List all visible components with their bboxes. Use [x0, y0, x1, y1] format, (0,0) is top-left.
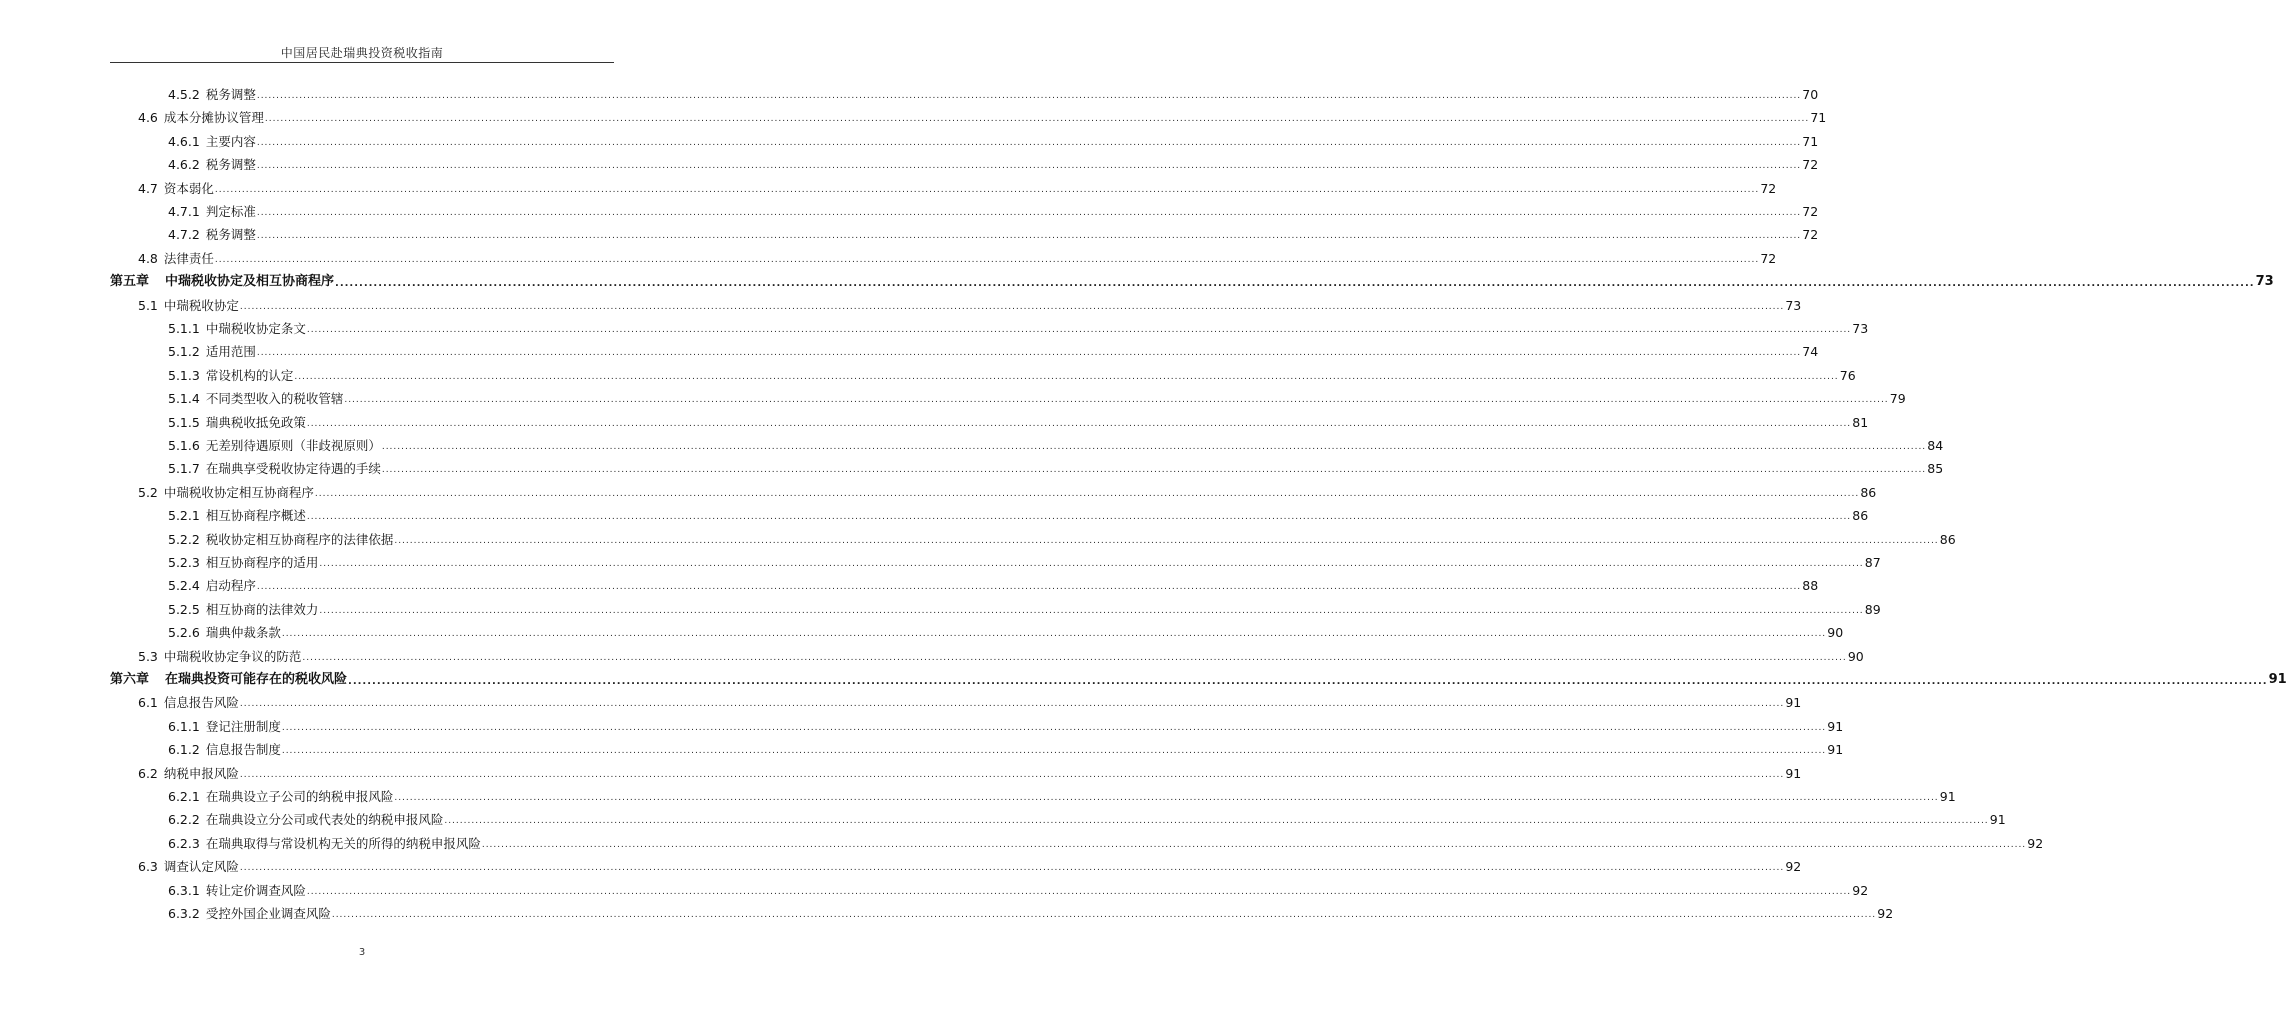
toc-entry-title: 税收协定相互协商程序的法律依据 [205, 531, 394, 547]
toc-leader-dots: ................................................................................................................................................................................................................................................................................................................................................................................................................ [294, 371, 1839, 382]
toc-leader-dots: ................................................................................................................................................................................................................................................................................................................................................................................................................ [256, 231, 1802, 242]
toc-entry-title: 常设机构的认定 [205, 367, 294, 383]
toc-entry-number: 4.7 [138, 180, 158, 196]
toc-entry-number: 6.1 [138, 695, 158, 711]
toc-entry-page: 91 [1785, 765, 1802, 781]
page-number: 3 [358, 947, 366, 958]
toc-entry-page: 73 [2255, 274, 2274, 290]
toc-leader-dots: ................................................................................................................................................................................................................................................................................................................................................................................................................ [331, 910, 1877, 920]
toc-entry[interactable] [168, 342, 1819, 362]
toc-entry-page: 72 [1760, 180, 1777, 196]
toc-entry-page: 90 [1847, 648, 1864, 664]
toc-entry-page: 92 [1785, 859, 1802, 875]
toc-entry[interactable] [168, 787, 1956, 807]
toc-entry-title: 中瑞税收协定及相互协商程序 [165, 274, 335, 290]
toc-entry-number: 4.6.1 [168, 133, 200, 149]
toc-leader-dots: ................................................................................................................................................................................................................................................................................................................................................................................................................ [256, 348, 1802, 359]
toc-entry-number: 5.1.3 [168, 367, 200, 383]
toc-leader-dots: ................................................................................................................................................................................................................................................................................................................................................................................................................ [481, 839, 2027, 850]
toc-entry[interactable] [168, 389, 1906, 409]
toc-entry-page: 72 [1760, 250, 1777, 266]
toc-leader-dots: ................................................................................................................................................................................................................................................................................................................................................................................................................ [256, 161, 1802, 172]
toc-entry-number: 6.3.2 [168, 906, 200, 921]
toc-entry-title: 中瑞税收协定相互协商程序 [163, 484, 314, 500]
toc-entry-title: 受控外国企业调查风险 [205, 906, 331, 921]
toc-entry-number: 第六章 [110, 672, 150, 687]
toc-entry[interactable] [138, 179, 1777, 199]
toc-leader-dots: ................................................................................................................................................................................................................................................................................................................................................................................................................ [256, 137, 1802, 148]
toc-entry-number: 6.2.1 [168, 789, 200, 804]
header-rule [110, 62, 614, 63]
toc-entry[interactable] [138, 108, 1827, 128]
toc-entry-number: 4.8 [138, 250, 158, 266]
toc-entry-title: 登记注册制度 [205, 718, 281, 734]
toc-entry-title: 转让定价调查风险 [205, 882, 306, 898]
toc-entry[interactable] [168, 459, 1944, 479]
toc-entry[interactable] [138, 693, 1802, 713]
toc-entry[interactable] [168, 553, 1881, 573]
toc-entry-title: 主要内容 [205, 133, 256, 149]
toc-entry-page: 79 [1889, 391, 1906, 407]
toc-entry-number: 6.2.3 [168, 835, 200, 851]
toc-leader-dots: ................................................................................................................................................................................................................................................................................................................................................................................................................ [319, 559, 1864, 569]
toc-entry[interactable] [168, 717, 1844, 737]
toc-entry-page: 91 [1827, 742, 1844, 758]
toc-entry-page: 81 [1852, 414, 1869, 430]
toc-entry[interactable] [138, 249, 1777, 269]
toc-entry-number: 6.2 [138, 765, 158, 781]
toc-entry-number: 4.7.2 [168, 227, 200, 243]
toc-entry-number: 5.1.6 [168, 438, 200, 453]
toc-leader-dots: ................................................................................................................................................................................................................................................................................................................................................................................................................ [348, 676, 2268, 687]
toc-entry-number: 5.1 [138, 297, 158, 313]
toc-entry-page: 91 [1785, 695, 1802, 711]
toc-entry-page: 72 [1802, 227, 1819, 243]
toc-entry-number: 4.5.2 [168, 87, 200, 102]
toc-leader-dots: ................................................................................................................................................................................................................................................................................................................................................................................................................ [281, 746, 1827, 757]
toc-entry[interactable] [168, 155, 1819, 175]
toc-entry-page: 86 [1939, 531, 1956, 547]
toc-entry[interactable] [168, 413, 1869, 433]
toc-entry-title: 纳税申报风险 [163, 765, 239, 781]
toc-entry[interactable] [168, 132, 1819, 152]
toc-entry-number: 5.1.2 [168, 344, 200, 360]
toc-leader-dots: ................................................................................................................................................................................................................................................................................................................................................................................................................ [444, 816, 1989, 827]
toc-entry-title: 中瑞税收协定争议的防范 [163, 648, 302, 664]
toc-entry-number: 5.1.5 [168, 414, 200, 430]
toc-leader-dots: ................................................................................................................................................................................................................................................................................................................................................................................................................ [394, 793, 1939, 803]
toc-entry[interactable] [168, 436, 1944, 456]
toc-entry-number: 5.1.4 [168, 391, 200, 407]
toc-leader-dots: ................................................................................................................................................................................................................................................................................................................................................................................................................ [256, 208, 1802, 218]
toc-entry-page: 91 [1989, 812, 2006, 828]
toc-entry[interactable] [168, 834, 2044, 854]
toc-entry-title: 在瑞典取得与常设机构无关的所得的纳税申报风险 [205, 835, 481, 851]
toc-entry[interactable] [168, 506, 1869, 526]
toc-entry-number: 5.3 [138, 648, 158, 664]
toc-leader-dots: ................................................................................................................................................................................................................................................................................................................................................................................................................ [306, 512, 1852, 523]
toc-leader-dots: ................................................................................................................................................................................................................................................................................................................................................................................................................ [319, 605, 1864, 616]
toc-entry-page: 73 [1852, 321, 1869, 336]
toc-entry[interactable] [168, 225, 1819, 245]
toc-entry-page: 90 [1827, 625, 1844, 641]
toc-entry-title: 相互协商程序概述 [205, 508, 306, 524]
toc-leader-dots: ................................................................................................................................................................................................................................................................................................................................................................................................................ [306, 886, 1852, 897]
toc-leader-dots: ................................................................................................................................................................................................................................................................................................................................................................................................................ [302, 652, 1847, 663]
toc-entry-page: 89 [1864, 601, 1881, 617]
toc-entry-title: 瑞典仲裁条款 [205, 625, 281, 641]
toc-entry-title: 在瑞典投资可能存在的税收风险 [165, 672, 348, 687]
toc-entry-number: 5.2.5 [168, 601, 200, 617]
toc-entry-title: 启动程序 [205, 578, 256, 594]
toc-leader-dots: ................................................................................................................................................................................................................................................................................................................................................................................................................ [394, 535, 1939, 546]
toc-entry-page: 92 [1852, 882, 1869, 898]
toc-leader-dots: ................................................................................................................................................................................................................................................................................................................................................................................................................ [256, 582, 1802, 593]
toc-chapter-entry[interactable] [110, 670, 2287, 690]
toc-leader-dots: ................................................................................................................................................................................................................................................................................................................................................................................................................ [281, 722, 1827, 733]
toc-entry-page: 71 [1802, 133, 1819, 149]
toc-leader-dots: ................................................................................................................................................................................................................................................................................................................................................................................................................ [381, 442, 1927, 452]
toc-entry[interactable] [168, 530, 1956, 550]
toc-leader-dots: ................................................................................................................................................................................................................................................................................................................................................................................................................ [306, 325, 1852, 335]
toc-entry[interactable] [168, 319, 1869, 339]
toc-entry[interactable] [168, 904, 1894, 924]
toc-leader-dots: ................................................................................................................................................................................................................................................................................................................................................................................................................ [344, 395, 1889, 406]
toc-entry[interactable] [168, 202, 1819, 222]
toc-entry-title: 中瑞税收协定 [163, 297, 239, 313]
toc-leader-dots: ................................................................................................................................................................................................................................................................................................................................................................................................................ [264, 114, 1810, 125]
toc-entry-title: 无差别待遇原则（非歧视原则） [205, 438, 381, 453]
toc-entry-title: 法律责任 [163, 250, 214, 266]
toc-entry-title: 税务调整 [205, 227, 256, 243]
toc-entry-page: 70 [1802, 87, 1819, 102]
toc-entry-page: 88 [1802, 578, 1819, 594]
toc-entry[interactable] [168, 600, 1881, 620]
toc-entry-number: 4.7.1 [168, 204, 200, 219]
toc-entry[interactable] [168, 366, 1856, 386]
toc-entry[interactable] [138, 483, 1877, 503]
toc-entry-title: 调查认定风险 [163, 859, 239, 875]
toc-leader-dots: ................................................................................................................................................................................................................................................................................................................................................................................................................ [214, 184, 1760, 195]
toc-entry-number: 5.1.1 [168, 321, 200, 336]
toc-leader-dots: ................................................................................................................................................................................................................................................................................................................................................................................................................ [335, 278, 2255, 290]
toc-entry-number: 6.3 [138, 859, 158, 875]
toc-entry-page: 76 [1839, 367, 1856, 383]
toc-chapter-entry[interactable] [110, 272, 2274, 292]
toc-entry-number: 5.2.6 [168, 625, 200, 641]
toc-leader-dots: ................................................................................................................................................................................................................................................................................................................................................................................................................ [214, 254, 1760, 265]
toc-entry-page: 74 [1802, 344, 1819, 360]
toc-entry-title: 资本弱化 [163, 180, 214, 196]
toc-entry[interactable] [168, 85, 1819, 105]
toc-entry[interactable] [138, 764, 1802, 784]
toc-entry-title: 不同类型收入的税收管辖 [205, 391, 344, 407]
toc-entry-title: 瑞典税收抵免政策 [205, 414, 306, 430]
toc-entry-title: 税务调整 [205, 157, 256, 173]
toc-entry-number: 5.2.1 [168, 508, 200, 524]
toc-entry[interactable] [168, 623, 1844, 643]
toc-leader-dots: ................................................................................................................................................................................................................................................................................................................................................................................................................ [306, 418, 1852, 429]
toc-entry-title: 相互协商的法律效力 [205, 601, 319, 617]
toc-entry-page: 72 [1802, 204, 1819, 219]
toc-entry-title: 在瑞典享受税收协定待遇的手续 [205, 461, 381, 477]
toc-entry[interactable] [138, 857, 1802, 877]
toc-entry-title: 成本分摊协议管理 [163, 110, 264, 126]
toc-entry-page: 84 [1927, 438, 1944, 453]
toc-entry-page: 92 [2027, 835, 2044, 851]
toc-entry-page: 86 [1860, 484, 1877, 500]
toc-entry[interactable] [168, 576, 1819, 596]
toc-entry-number: 5.2 [138, 484, 158, 500]
toc-entry-number: 6.2.2 [168, 812, 200, 828]
toc-entry[interactable] [138, 647, 1864, 667]
toc-entry-number: 5.2.4 [168, 578, 200, 594]
toc-leader-dots: ................................................................................................................................................................................................................................................................................................................................................................................................................ [239, 699, 1785, 710]
toc-entry-page: 73 [1785, 297, 1802, 313]
toc-entry-page: 86 [1852, 508, 1869, 524]
toc-entry[interactable] [168, 740, 1844, 760]
page-header-title: 中国居民赴瑞典投资税收指南 [280, 46, 444, 60]
toc-leader-dots: ................................................................................................................................................................................................................................................................................................................................................................................................................ [381, 465, 1927, 476]
toc-leader-dots: ................................................................................................................................................................................................................................................................................................................................................................................................................ [281, 629, 1827, 640]
toc-entry[interactable] [168, 881, 1869, 901]
toc-entry-title: 中瑞税收协定条文 [205, 321, 306, 336]
toc-entry[interactable] [168, 810, 2006, 830]
toc-entry-title: 信息报告制度 [205, 742, 281, 758]
toc-entry-page: 91 [1939, 789, 1956, 804]
toc-entry-title: 税务调整 [205, 87, 256, 102]
toc-leader-dots: ................................................................................................................................................................................................................................................................................................................................................................................................................ [314, 488, 1860, 499]
toc-entry-page: 87 [1864, 555, 1881, 570]
toc-entry[interactable] [138, 296, 1802, 316]
toc-entry-number: 5.2.3 [168, 555, 200, 570]
toc-entry-title: 判定标准 [205, 204, 256, 219]
toc-leader-dots: ................................................................................................................................................................................................................................................................................................................................................................................................................ [239, 769, 1785, 780]
toc-entry-number: 6.1.1 [168, 718, 200, 734]
toc-entry-title: 在瑞典设立子公司的纳税申报风险 [205, 789, 394, 804]
toc-entry-title: 适用范围 [205, 344, 256, 360]
toc-entry-number: 4.6.2 [168, 157, 200, 173]
toc-entry-number: 6.3.1 [168, 882, 200, 898]
toc-entry-number: 5.2.2 [168, 531, 200, 547]
toc-entry-number: 4.6 [138, 110, 158, 126]
toc-entry-page: 72 [1802, 157, 1819, 173]
toc-entry-page: 92 [1877, 906, 1894, 921]
toc-leader-dots: ................................................................................................................................................................................................................................................................................................................................................................................................................ [239, 863, 1785, 874]
toc-entry-page: 91 [1827, 718, 1844, 734]
toc-entry-page: 91 [2268, 672, 2287, 687]
toc-leader-dots: ................................................................................................................................................................................................................................................................................................................................................................................................................ [256, 91, 1802, 101]
toc-entry-title: 信息报告风险 [163, 695, 239, 711]
toc-leader-dots: ................................................................................................................................................................................................................................................................................................................................................................................................................ [239, 301, 1785, 312]
toc-entry-page: 85 [1927, 461, 1944, 477]
toc-entry-number: 6.1.2 [168, 742, 200, 758]
toc-entry-number: 第五章 [110, 274, 150, 290]
toc-entry-title: 相互协商程序的适用 [205, 555, 319, 570]
toc-entry-number: 5.1.7 [168, 461, 200, 477]
toc-entry-page: 71 [1810, 110, 1827, 126]
toc-entry-title: 在瑞典设立分公司或代表处的纳税申报风险 [205, 812, 444, 828]
